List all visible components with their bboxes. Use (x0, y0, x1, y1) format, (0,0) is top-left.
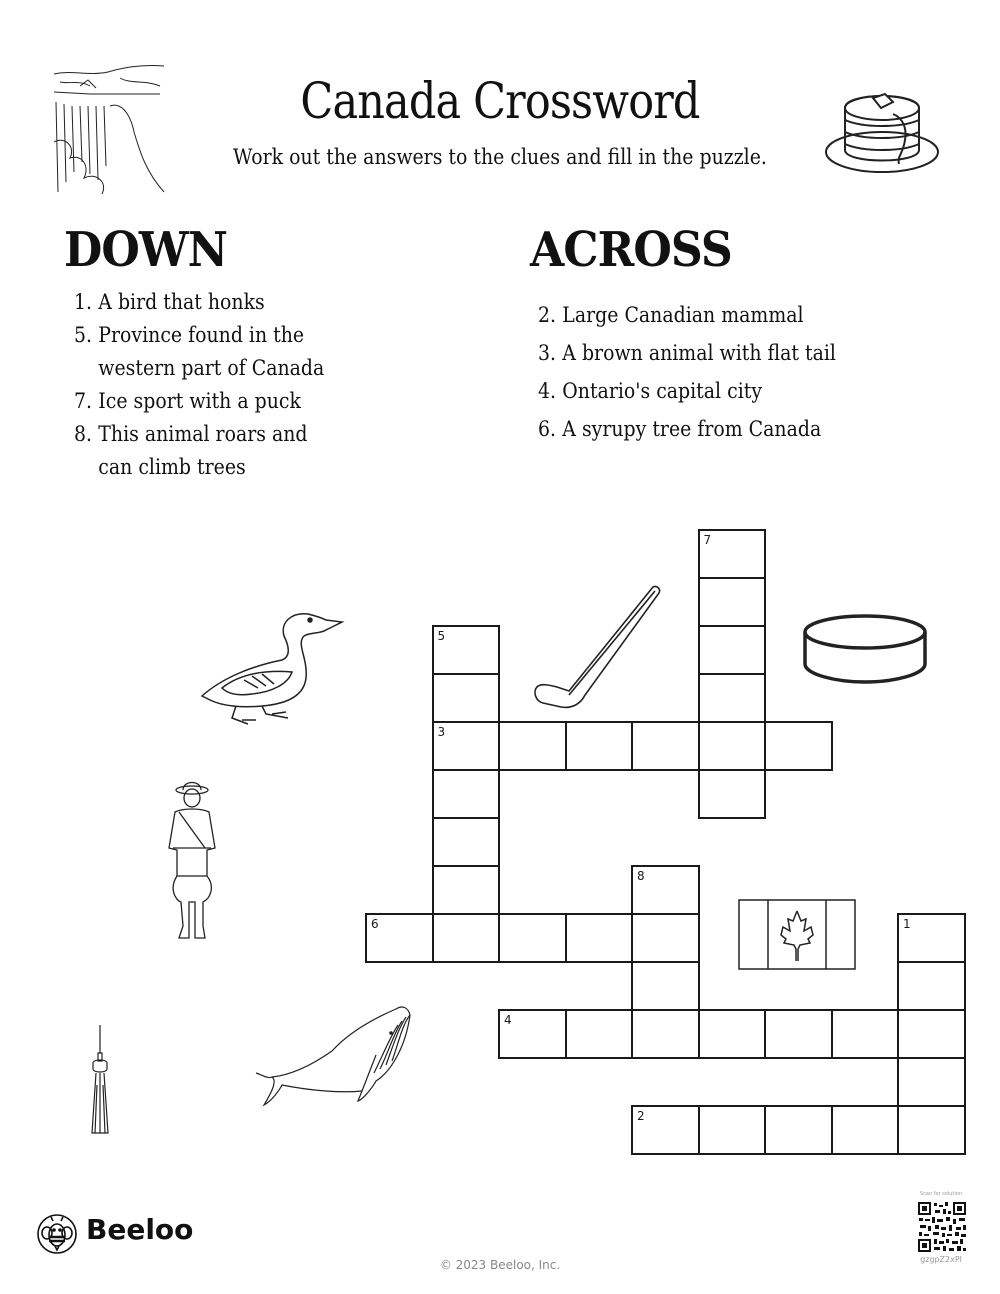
across-clue-3: 3. A brown animal with flat tail (538, 341, 836, 365)
clue-number: 3 (437, 725, 446, 739)
goose-illustration (192, 608, 347, 736)
mountie-illustration (163, 778, 223, 946)
crossword-cell[interactable] (698, 673, 767, 723)
crossword-cell[interactable] (432, 721, 501, 771)
crossword-cell[interactable] (698, 721, 767, 771)
clue-number: 4 (504, 1013, 512, 1027)
crossword-cell[interactable] (831, 1009, 900, 1059)
crossword-cell[interactable] (764, 1105, 833, 1155)
whale-illustration (252, 1005, 414, 1107)
crossword-cell[interactable] (764, 1009, 833, 1059)
page-subtitle: Work out the answers to the clues and fill in the puzzle. (233, 145, 767, 169)
crossword-cell[interactable] (897, 913, 966, 963)
pancakes-illustration (823, 84, 941, 176)
crossword-cell[interactable] (631, 865, 700, 915)
beeloo-logo-icon (36, 1213, 78, 1255)
crossword-cell[interactable] (698, 625, 767, 675)
crossword-cell[interactable] (565, 721, 634, 771)
canada-flag-illustration (738, 899, 856, 970)
clue-number: 5 (437, 629, 446, 643)
cn-tower-illustration (88, 1025, 112, 1135)
down-clue-7: 7. Ice sport with a puck (74, 389, 301, 413)
crossword-cell[interactable] (432, 769, 501, 819)
crossword-cell[interactable] (698, 1009, 767, 1059)
across-clue-list (538, 296, 878, 448)
crossword-cell[interactable] (432, 817, 501, 867)
crossword-cell[interactable] (432, 913, 501, 963)
copyright-text: © 2023 Beeloo, Inc. (439, 1258, 561, 1272)
crossword-cell[interactable] (897, 1057, 966, 1107)
crossword-cell[interactable] (698, 1105, 767, 1155)
qr-code-icon[interactable] (917, 1201, 967, 1253)
crossword-cell[interactable] (631, 961, 700, 1011)
across-clue-6: 6. A syrupy tree from Canada (538, 417, 822, 441)
crossword-cell[interactable] (498, 721, 567, 771)
crossword-cell[interactable] (897, 1105, 966, 1155)
crossword-cell[interactable] (631, 913, 700, 963)
crossword-cell[interactable] (565, 1009, 634, 1059)
clue-number: 8 (637, 869, 645, 883)
crossword-cell[interactable] (565, 913, 634, 963)
crossword-cell[interactable] (498, 1009, 567, 1059)
crossword-cell[interactable] (764, 721, 833, 771)
crossword-cell[interactable] (365, 913, 434, 963)
crossword-cell[interactable] (698, 529, 767, 579)
brand-name: Beeloo (86, 1213, 194, 1246)
down-clue-5: 5. Province found in the western part of Canada (74, 323, 325, 380)
crossword-cell[interactable] (831, 1105, 900, 1155)
crossword-cell[interactable] (897, 961, 966, 1011)
clue-number: 2 (637, 1109, 645, 1123)
down-heading: DOWN (64, 222, 228, 278)
crossword-cell[interactable] (698, 577, 767, 627)
across-clue-4: 4. Ontario's capital city (538, 379, 763, 403)
down-clue-list (74, 286, 394, 484)
crossword-cell[interactable] (432, 865, 501, 915)
across-clue-2: 2. Large Canadian mammal (538, 303, 804, 327)
across-heading: ACROSS (530, 222, 732, 278)
clue-number: 7 (703, 533, 712, 547)
crossword-cell[interactable] (897, 1009, 966, 1059)
crossword-cell[interactable] (498, 913, 567, 963)
crossword-cell[interactable] (631, 1105, 700, 1155)
hockey-puck-illustration (800, 610, 930, 686)
page-title: Canada Crossword (300, 72, 700, 130)
crossword-cell[interactable] (432, 625, 501, 675)
qr-code-id: gzgpZ2xPl (920, 1255, 962, 1264)
crossword-cell[interactable] (698, 769, 767, 819)
hockey-stick-illustration (533, 583, 663, 715)
crossword-cell[interactable] (432, 673, 501, 723)
crossword-cell[interactable] (631, 721, 700, 771)
qr-caption: Scan for solution (919, 1191, 962, 1197)
clue-number: 6 (371, 917, 379, 931)
crossword-cell[interactable] (631, 1009, 700, 1059)
down-clue-8: 8. This animal roars and can climb trees (74, 422, 308, 479)
clue-number: 1 (903, 917, 911, 931)
down-clue-1: 1. A bird that honks (74, 290, 265, 314)
